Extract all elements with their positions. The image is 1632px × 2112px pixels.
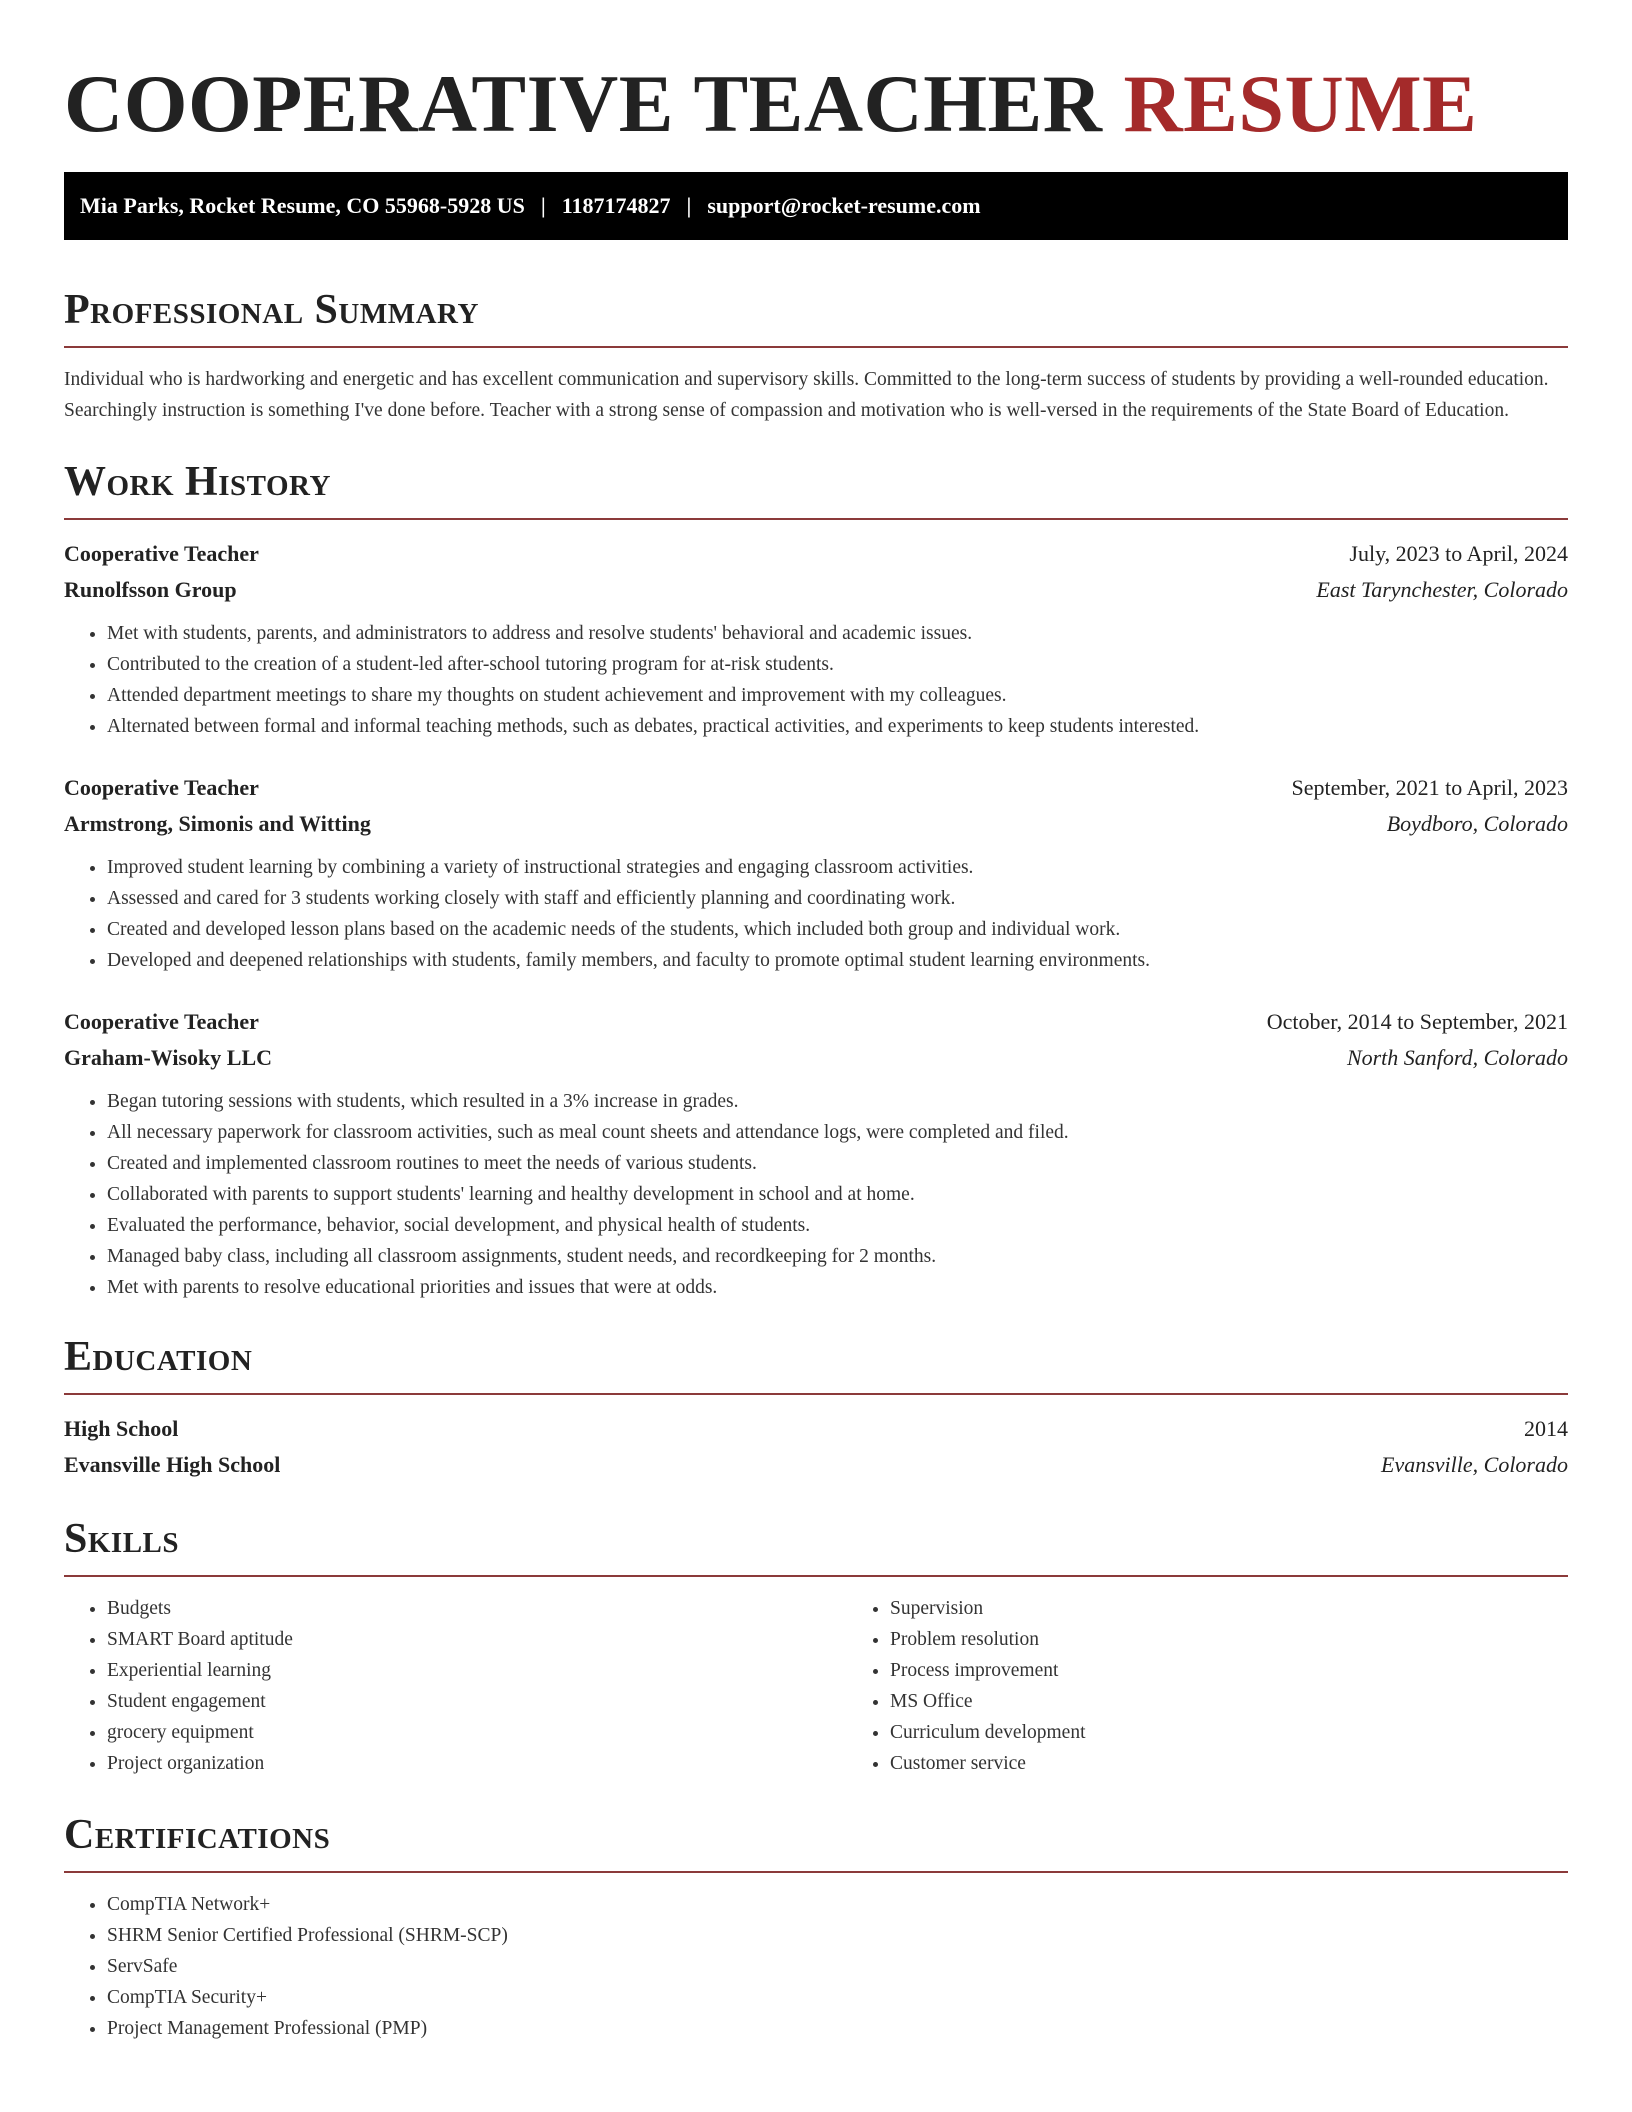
job-bullet: • Created and developed lesson plans based on the academic needs of the students, which included both group and individual work. bbox=[107, 914, 1568, 945]
contact-address: Mia Parks, Rocket Resume, CO 55968-5928 US bbox=[80, 193, 525, 218]
job-bullet: • Evaluated the performance, behavior, social development, and physical health of students. bbox=[107, 1210, 1568, 1241]
job-entry bbox=[64, 770, 1568, 976]
skill-item: • Customer service bbox=[890, 1748, 1490, 1779]
job-bullet: • All necessary paperwork for classroom activities, such as meal count sheets and attendance logs, were completed and filed. bbox=[107, 1117, 1568, 1148]
education-school: Evansville High School bbox=[64, 1452, 281, 1477]
job-entry bbox=[64, 536, 1568, 742]
certifications-section bbox=[64, 1809, 1568, 2044]
skills-list-right bbox=[847, 1593, 1490, 1779]
job-dates: September, 2021 to April, 2023 bbox=[1291, 775, 1568, 800]
education-section bbox=[64, 1331, 1568, 1483]
skill-item: • Student engagement bbox=[107, 1686, 847, 1717]
skill-item: • Problem resolution bbox=[890, 1624, 1490, 1655]
skill-item: • Process improvement bbox=[890, 1655, 1490, 1686]
title-main: COOPERATIVE TEACHER bbox=[64, 58, 1103, 149]
skill-item: • Curriculum development bbox=[890, 1717, 1490, 1748]
job-location: North Sanford, Colorado bbox=[1346, 1045, 1568, 1070]
section-heading-certifications: Certifications bbox=[64, 1812, 331, 1858]
job-entry bbox=[64, 1004, 1568, 1303]
job-bullet: • Met with students, parents, and administrators to address and resolve students' behavioral and academic issues. bbox=[107, 618, 1568, 649]
job-company: Runolfsson Group bbox=[64, 577, 237, 602]
job-location: East Tarynchester, Colorado bbox=[1316, 577, 1568, 602]
certification-item: • SHRM Senior Certified Professional (SHRM-SCP) bbox=[107, 1920, 1568, 1951]
resume-title bbox=[64, 56, 1568, 152]
contact-phone: 1187174827 bbox=[561, 193, 671, 218]
job-bullets bbox=[64, 1086, 1568, 1303]
section-divider bbox=[64, 1575, 1568, 1577]
section-heading-summary: Professional Summary bbox=[64, 287, 479, 333]
summary-text: Individual who is hardworking and energetic and has excellent communication and supervisory skills. Committed to the long-term success of students by providing a well-rounded education. Searchingly instruction is something I've done before. Teacher with a strong sense of compassion and motivation who is well-versed in the requirements of the State Board of Education. bbox=[64, 369, 1549, 421]
title-accent: RESUME bbox=[1123, 58, 1478, 149]
section-divider bbox=[64, 346, 1568, 348]
skill-item: • MS Office bbox=[890, 1686, 1490, 1717]
certifications-list bbox=[64, 1889, 1568, 2044]
job-bullet: • Developed and deepened relationships with students, family members, and faculty to promote optimal student learning environments. bbox=[107, 945, 1568, 976]
job-title: Cooperative Teacher bbox=[64, 775, 259, 800]
job-bullet: • Alternated between formal and informal teaching methods, such as debates, practical activities, and experiments to keep students interested. bbox=[107, 711, 1568, 742]
skill-item: • Supervision bbox=[890, 1593, 1490, 1624]
certification-item: • ServSafe bbox=[107, 1951, 1568, 1982]
contact-separator: | bbox=[686, 193, 692, 218]
certification-item: • CompTIA Network+ bbox=[107, 1889, 1568, 1920]
certification-item: • CompTIA Security+ bbox=[107, 1982, 1568, 2013]
job-bullet: • Improved student learning by combining a variety of instructional strategies and engaging classroom activities. bbox=[107, 852, 1568, 883]
section-divider bbox=[64, 1393, 1568, 1395]
job-title: Cooperative Teacher bbox=[64, 1009, 259, 1034]
contact-bar bbox=[64, 172, 1568, 240]
job-bullet: • Assessed and cared for 3 students working closely with staff and efficiently planning and coordinating work. bbox=[107, 883, 1568, 914]
section-heading-skills: Skills bbox=[64, 1516, 180, 1562]
summary-section bbox=[64, 284, 1568, 426]
job-company: Graham-Wisoky LLC bbox=[64, 1045, 273, 1070]
skills-list-left bbox=[64, 1593, 847, 1779]
job-dates: October, 2014 to September, 2021 bbox=[1266, 1009, 1568, 1034]
job-bullets bbox=[64, 852, 1568, 976]
job-dates: July, 2023 to April, 2024 bbox=[1349, 541, 1568, 566]
job-bullets bbox=[64, 618, 1568, 742]
contact-email: support@rocket-resume.com bbox=[707, 193, 981, 218]
job-bullet: • Created and implemented classroom routines to meet the needs of various students. bbox=[107, 1148, 1568, 1179]
skill-item: • grocery equipment bbox=[107, 1717, 847, 1748]
job-title: Cooperative Teacher bbox=[64, 541, 259, 566]
job-bullet: • Met with parents to resolve educational priorities and issues that were at odds. bbox=[107, 1272, 1568, 1303]
job-company: Armstrong, Simonis and Witting bbox=[64, 811, 371, 836]
education-year: 2014 bbox=[1524, 1416, 1568, 1441]
education-location: Evansville, Colorado bbox=[1381, 1452, 1568, 1477]
certification-item: • Project Management Professional (PMP) bbox=[107, 2013, 1568, 2044]
job-location: Boydboro, Colorado bbox=[1386, 811, 1568, 836]
job-bullet: • Contributed to the creation of a student-led after-school tutoring program for at-risk students. bbox=[107, 649, 1568, 680]
section-heading-work-history: Work History bbox=[64, 459, 331, 505]
section-divider bbox=[64, 518, 1568, 520]
education-degree: High School bbox=[64, 1416, 179, 1441]
section-divider bbox=[64, 1871, 1568, 1873]
section-heading-education: Education bbox=[64, 1334, 253, 1380]
job-bullet: • Attended department meetings to share my thoughts on student achievement and improvement with my colleagues. bbox=[107, 680, 1568, 711]
skill-item: • Project organization bbox=[107, 1748, 847, 1779]
skills-section bbox=[64, 1513, 1568, 1779]
contact-separator: | bbox=[540, 193, 546, 218]
skill-item: • Budgets bbox=[107, 1593, 847, 1624]
job-bullet: • Began tutoring sessions with students, which resulted in a 3% increase in grades. bbox=[107, 1086, 1568, 1117]
job-bullet: • Collaborated with parents to support students' learning and healthy development in school and at home. bbox=[107, 1179, 1568, 1210]
skill-item: • Experiential learning bbox=[107, 1655, 847, 1686]
skill-item: • SMART Board aptitude bbox=[107, 1624, 847, 1655]
work-history-section bbox=[64, 456, 1568, 1303]
job-bullet: • Managed baby class, including all classroom assignments, student needs, and recordkeeping for 2 months. bbox=[107, 1241, 1568, 1272]
